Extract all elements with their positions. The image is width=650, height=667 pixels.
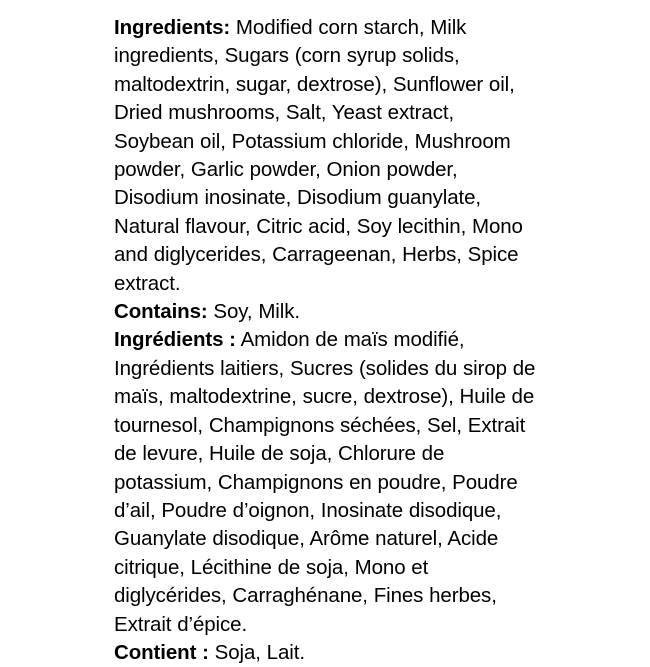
ingredients-fr-heading: Ingrédients : [114, 328, 236, 352]
ingredients-fr-paragraph [114, 326, 540, 638]
contains-en-heading: Contains: [114, 300, 208, 324]
ingredients-text-block [114, 14, 540, 667]
ingredients-en-body: Modified corn starch, Milk ingredients, Sugars (corn syrup solids, maltodextrin, sugar, dextrose), Sunflower oil, Dried mushrooms, Salt, Yeast extract, Soybean oil, Potassium chloride, Mushroom powder, Garlic powder, Onion powder, Disodium inosinate, Disodium guanylate, Natural flavour, Citric acid, Soy lecithin, Mono and diglycerides, Carrageenan, Herbs, Spice extract. [114, 16, 523, 295]
contains-fr-body: Soja, Lait. [208, 640, 305, 664]
ingredients-fr-body: Amidon de maïs modifié, Ingrédients laitiers, Sucres (solides du sirop de maïs, maltodextrine, sucre, dextrose), Huile de tournesol, Champignons séchées, Sel, Extrait de levure, Huile de soja, Chlorure de potassium, Champignons en poudre, Poudre d’ail, Poudre d’oignon, Inosinate disodique, Guanylate disodique, Arôme naturel, Acide citrique, Lécithine de soja, Mono et diglycérides, Carraghénane, Fines herbes, Extrait d’épice. [114, 328, 536, 636]
contains-en-body: Soy, Milk. [207, 300, 300, 324]
contains-en-paragraph [114, 298, 540, 326]
contains-fr-heading: Contient : [114, 640, 209, 664]
contains-fr-paragraph [114, 639, 540, 667]
ingredients-en-paragraph [114, 14, 540, 298]
ingredients-en-heading: Ingredients: [114, 16, 231, 39]
